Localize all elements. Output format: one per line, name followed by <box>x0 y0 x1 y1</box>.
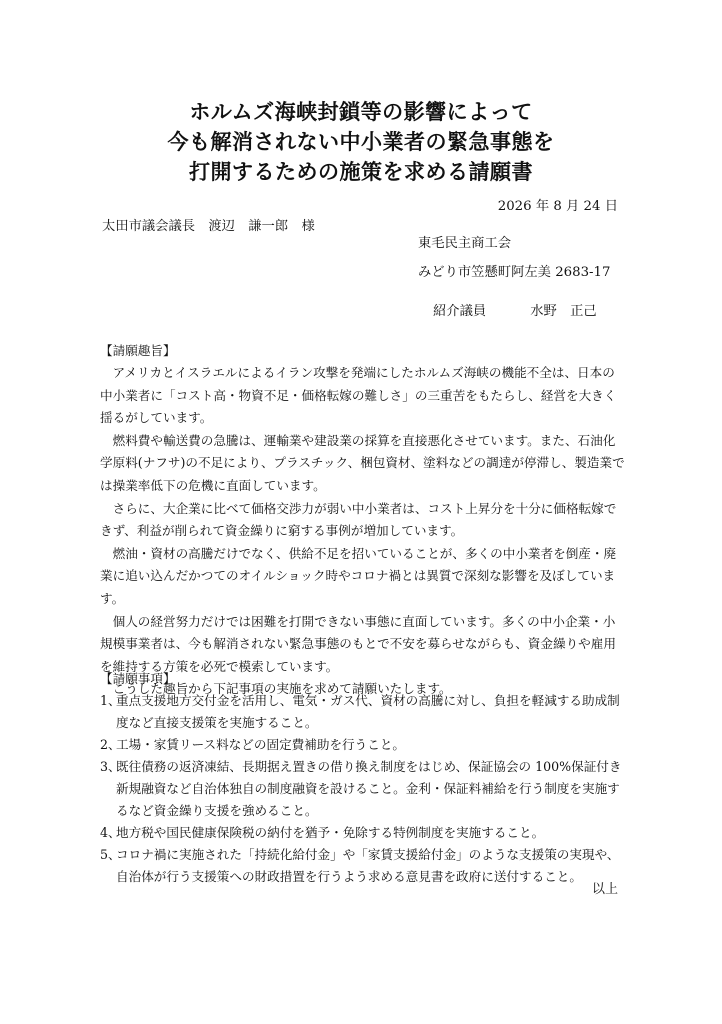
item-text: 既往債務の返済凍結、長期据え置きの借り換え制度をはじめ、保証協会の 100%保証付き新規融資など自治体独自の制度融資を設けること。金利・保証料補給を行う制度を実施するなど資金繰り支援を強めること。 <box>116 759 622 818</box>
introducer-label: 紹介議員 <box>433 304 487 319</box>
purpose-paragraph: 燃料費や輸送費の急騰は、運輸業や建設業の採算を直接悪化させています。また、石油化学原料(ナフサ)の不足により、プラスチック、梱包資材、塗料などの調達が停滞し、製造業では操業率低下の危機に直面しています。 <box>100 432 625 493</box>
item-text: 地方税や国民健康保険税の納付を猶予・免除する特例制度を実施すること。 <box>116 825 545 840</box>
item-number: 1、 <box>100 693 121 708</box>
petitioner-organization: 東毛民主商工会 <box>418 236 512 251</box>
list-item <box>100 844 625 888</box>
title-line-1: ホルムズ海峡封鎖等の影響によって <box>189 100 533 124</box>
list-item <box>100 734 625 756</box>
document-title <box>0 97 722 187</box>
item-number: 5、 <box>100 847 121 862</box>
document-date: 2026 年 8 月 24 日 <box>497 199 618 214</box>
purpose-heading: 【請願趣旨】 <box>100 343 176 358</box>
title-line-2: 今も解消されない中小業者の緊急事態を <box>167 130 555 154</box>
petitioner-address: みどり市笠懸町阿左美 2683-17 <box>418 265 611 280</box>
item-number: 3、 <box>100 759 121 774</box>
purpose-paragraph: こうした趣旨から下記事項の実施を求めて請願いたします。 <box>112 681 452 697</box>
purpose-paragraph: 個人の経営努力だけでは困難を打開できない事態に直面しています。多くの中小企業・小規模事業者は、今も解消されない緊急事態のもとで不安を募らせながらも、資金繰りや雇用を維持する方策を必死で模索しています。 <box>100 613 616 674</box>
item-text: 重点支援地方交付金を活用し、電気・ガス代、資材の高騰に対し、負担を軽減する助成制度など直接支援策を実施すること。 <box>116 693 620 730</box>
closing-mark: 以上 <box>591 882 618 897</box>
item-text: コロナ禍に実施された「持続化給付金」や「家賃支援給付金」のような支援策の実現や、自治体が行う支援策への財政措置を行うよう求める意見書を政府に送付すること。 <box>116 847 620 884</box>
introducer-name: 水野 正己 <box>530 304 597 319</box>
items-heading: 【請願事項】 <box>100 671 176 686</box>
item-number: 2、 <box>100 737 121 752</box>
petition-items-section <box>100 668 625 888</box>
title-line-3: 打開するための施策を求める請願書 <box>189 160 533 184</box>
list-item <box>100 822 625 844</box>
petition-items-list <box>100 690 625 888</box>
list-item <box>100 756 625 822</box>
purpose-paragraph: さらに、大企業に比べて価格交渉力が弱い中小業者は、コスト上昇分を十分に価格転嫁できず、利益が削られて資金繰りに窮する事例が増加しています。 <box>100 500 617 539</box>
item-text: 工場・家賃リース料などの固定費補助を行うこと。 <box>116 737 406 752</box>
item-number: 4、 <box>100 825 121 840</box>
list-item <box>100 690 625 734</box>
petition-purpose-section <box>100 340 625 701</box>
introducing-councilor <box>433 302 597 322</box>
addressee: 太田市議会議長 渡辺 謙一郎 様 <box>102 219 315 234</box>
purpose-paragraph: アメリカとイスラエルによるイラン攻撃を発端にしたホルムズ海峡の機能不全は、日本の中小業者に「コスト高・物資不足・価格転嫁の難しさ」の三重苦をもたらし、経営を大きく揺るがしています。 <box>100 365 617 426</box>
purpose-paragraph: 燃油・資材の高騰だけでなく、供給不足を招いていることが、多くの中小業者を倒産・廃業に追い込んだかつてのオイルショック時やコロナ禍とは異質で深刻な影響を及ぼしています。 <box>100 545 617 606</box>
